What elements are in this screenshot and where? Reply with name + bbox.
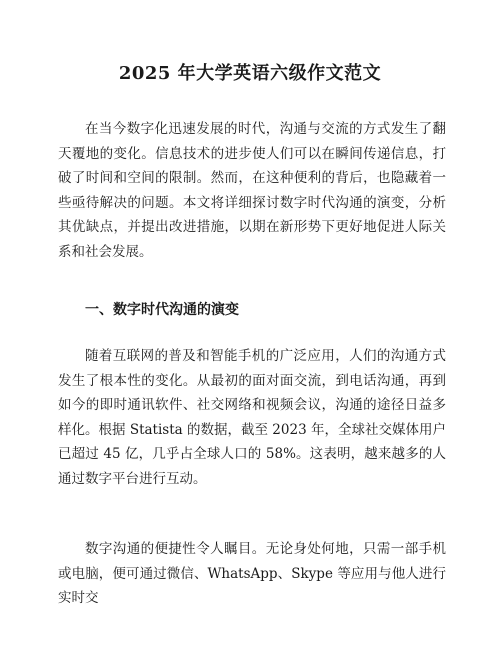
intro-paragraph: 在当今数字化迅速发展的时代，沟通与交流的方式发生了翻天覆地的变化。信息技术的进步使人们可以在瞬间传递信息，打破了时间和空间的限制。然而，在这种便利的背后，也隐藏着一些亟待解决的问题。本文将详细探讨数字时代沟通的演变，分析其优缺点，并提出改进措施，以期在新形势下更好地促进人际关系和社会发展。 — [58, 121, 446, 260]
section-heading: 一、数字时代沟通的演变 — [85, 302, 239, 318]
document-title: 2025 年大学英语六级作文范文 — [118, 63, 382, 84]
body-paragraph: 随着互联网的普及和智能手机的广泛应用，人们的沟通方式发生了根本性的变化。从最初的面对面交流，到电话沟通，再到如今的即时通讯软件、社交网络和视频会议，沟通的途径日益多样化。根据 Statista 的数据，截至 2023 年，全球社交媒体用户已超过 45 亿，几乎占全球人口的 58%。这表明，越来越多的人通过数字平台进行互动。 — [58, 348, 446, 487]
body-paragraph: 数字沟通的便捷性令人瞩目。无论身处何地，只需一部手机或电脑，便可通过微信、WhatsApp、Skype 等应用与他人进行实时交 — [58, 541, 446, 606]
